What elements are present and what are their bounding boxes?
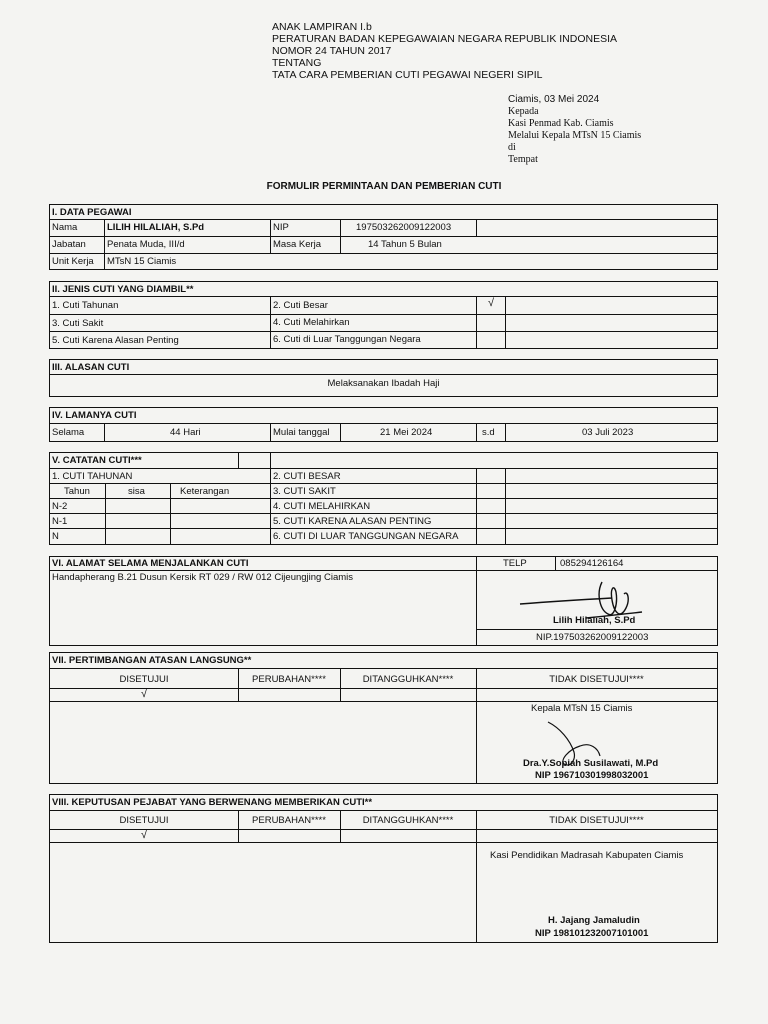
leave-option-5: 5. Cuti Karena Alasan Penting — [52, 335, 179, 346]
supervisor-signer-name: Dra.Y.Sopiah Susilawati, M.Pd — [523, 758, 659, 769]
leave-reason: Melaksanakan Ibadah Haji — [327, 378, 440, 389]
record-cuti-melahirkan: 4. CUTI MELAHIRKAN — [273, 501, 371, 512]
supervisor-rejected-label: TIDAK DISETUJUI**** — [549, 674, 644, 685]
header-line-3: NOMOR 24 TAHUN 2017 — [272, 45, 392, 57]
leave-option-6: 6. Cuti di Luar Tanggungan Negara — [273, 334, 421, 345]
section-5-title: V. CATATAN CUTI*** — [52, 455, 142, 466]
phone-number: 085294126164 — [560, 558, 624, 569]
record-cuti-besar: 2. CUTI BESAR — [273, 471, 341, 482]
section-7-title: VII. PERTIMBANGAN ATASAN LANGSUNG** — [52, 655, 252, 666]
col-year: Tahun — [64, 486, 90, 497]
address-via: Melalui Kepala MTsN 15 Ciamis — [508, 130, 642, 141]
leave-duration: 44 Hari — [170, 427, 201, 438]
name-label: Nama — [52, 222, 78, 233]
official-role: Kasi Pendidikan Madrasah Kabupaten Ciamis — [490, 850, 684, 861]
address-location: Tempat — [508, 154, 538, 165]
tenure-label: Masa Kerja — [273, 239, 322, 250]
unit-label: Unit Kerja — [52, 256, 94, 267]
official-signer-nip: NIP 198101232007101001 — [535, 928, 649, 939]
supervisor-approved-label: DISETUJUI — [119, 674, 169, 685]
section-2-title: II. JENIS CUTI YANG DIAMBIL** — [52, 284, 194, 295]
address-recipient: Kasi Penmad Kab. Ciamis — [508, 118, 614, 129]
header-line-4: TENTANG — [272, 57, 322, 69]
leave-option-2-check: √ — [488, 297, 495, 309]
official-signer-name: H. Jajang Jamaludin — [548, 915, 640, 926]
phone-label: TELP — [503, 558, 527, 569]
leave-address: Handapherang B.21 Dusun Kersik RT 029 / RW 012 Cijeungjing Ciamis — [52, 572, 353, 583]
row-n: N — [52, 531, 59, 542]
row-n-2: N-2 — [52, 501, 68, 512]
leave-option-3: 3. Cuti Sakit — [52, 318, 104, 329]
supervisor-approved-check: √ — [140, 688, 148, 700]
nip-label: NIP — [273, 222, 289, 233]
address-at: di — [508, 142, 516, 153]
annual-leave-label: 1. CUTI TAHUNAN — [52, 471, 133, 482]
leave-end-date: 03 Juli 2023 — [582, 427, 634, 438]
employee-position: Penata Muda, III/d — [107, 239, 185, 250]
employee-signer-nip: NIP.197503262009122003 — [536, 632, 649, 643]
place-date: Ciamis, 03 Mei 2024 — [508, 94, 600, 105]
col-note: Keterangan — [180, 486, 230, 497]
header-line-5: TATA CARA PEMBERIAN CUTI PEGAWAI NEGERI SIPIL — [272, 69, 543, 81]
employee-nip: 197503262009122003 — [356, 222, 452, 233]
header-line-2: PERATURAN BADAN KEPEGAWAIAN NEGARA REPUBLIK INDONESIA — [272, 33, 618, 45]
leave-option-2: 2. Cuti Besar — [273, 300, 328, 311]
supervisor-role: Kepala MTsN 15 Ciamis — [531, 703, 633, 714]
official-rejected-label: TIDAK DISETUJUI**** — [549, 815, 644, 826]
row-n-1: N-1 — [52, 516, 68, 527]
employee-tenure: 14 Tahun 5 Bulan — [368, 239, 442, 250]
official-approved-label: DISETUJUI — [119, 815, 169, 826]
section-1-title: I. DATA PEGAWAI — [52, 207, 132, 218]
record-cuti-luar-tanggungan: 6. CUTI DI LUAR TANGGUNGAN NEGARA — [273, 531, 459, 542]
official-changed-label: PERUBAHAN**** — [252, 815, 326, 826]
start-date-label: Mulai tanggal — [273, 427, 330, 438]
supervisor-postponed-label: DITANGGUHKAN**** — [362, 674, 454, 685]
until-label: s.d — [482, 427, 495, 438]
supervisor-signer-nip: NIP 196710301998032001 — [535, 770, 649, 781]
header-line-1: ANAK LAMPIRAN I.b — [272, 21, 372, 33]
section-4-title: IV. LAMANYA CUTI — [52, 410, 137, 421]
record-cuti-sakit: 3. CUTI SAKIT — [273, 486, 336, 497]
form-title: FORMULIR PERMINTAAN DAN PEMBERIAN CUTI — [266, 181, 502, 192]
col-remaining: sisa — [128, 486, 145, 497]
record-cuti-alasan-penting: 5. CUTI KARENA ALASAN PENTING — [273, 516, 432, 527]
section-8-title: VIII. KEPUTUSAN PEJABAT YANG BERWENANG MEMBERIKAN CUTI** — [52, 797, 373, 808]
position-label: Jabatan — [52, 239, 86, 250]
employee-signer-name: Lilih Hilaliah, S.Pd — [553, 615, 636, 626]
leave-option-4: 4. Cuti Melahirkan — [273, 317, 350, 328]
leave-option-1: 1. Cuti Tahunan — [52, 300, 119, 311]
leave-start-date: 21 Mei 2024 — [380, 427, 433, 438]
employee-unit: MTsN 15 Ciamis — [107, 256, 177, 267]
address-to: Kepada — [508, 106, 539, 117]
section-6-title: VI. ALAMAT SELAMA MENJALANKAN CUTI — [52, 558, 249, 569]
official-postponed-label: DITANGGUHKAN**** — [362, 815, 454, 826]
employee-name: LILIH HILALIAH, S.Pd — [107, 222, 205, 233]
official-approved-check: √ — [140, 829, 148, 841]
supervisor-changed-label: PERUBAHAN**** — [252, 674, 326, 685]
duration-label: Selama — [52, 427, 85, 438]
section-3-title: III. ALASAN CUTI — [52, 362, 130, 373]
